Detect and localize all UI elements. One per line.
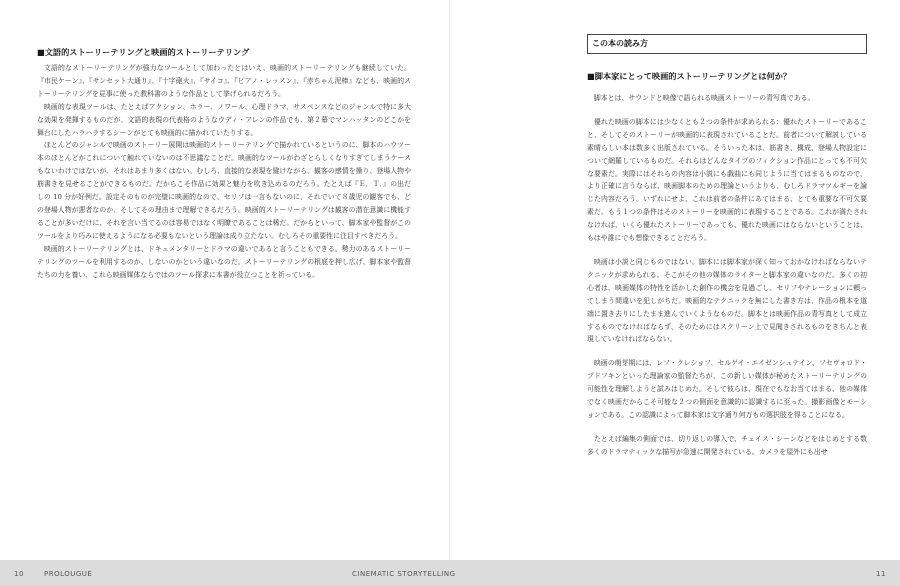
right-paragraph: 映画は小説と同じものではない。脚本には脚本家が深く知っておかなければならないテクニックが求められる。そこがその他の媒体のライターと脚本家の違いなのだ。多くの初心者は、映画媒体の特性を活かした創作の機会を見過ごし、セリフやナレーションに頼ってしまう間違いを犯しがちだ。映画的なテクニックを無にした書き方は、作品の根本を道端に置き去りにしたまま進んでいくようなものだ。脚本とは映画作品の青写真として成立するものでなければならず、そのためにはスクリーン上で見聞きされるものをきちんと表現していなければならない。 <box>587 257 867 344</box>
left-section-heading: ■文語的ストーリーテリングと映画的ストーリーテリング <box>37 47 250 57</box>
left-page <box>0 0 450 560</box>
right-column <box>587 34 867 459</box>
right-paragraph: 映画の萌芽期には、レフ・クレショフ、セルゲイ・エイゼンシュテイン、フセヴォロド・プドフキンといった理論家の監督たちが、この新しい媒体が秘めたストーリーテリングの可能性を理解しようと試みはじめた。そして彼らは、現在でもなお当てはまる、他の媒体でなく映画だからこそ可能な２つの側面を意識的に認識するに至った。撮影画像とモーションである。この認識によって脚本家は文字通り何万もの選択肢を得ることになる。 <box>587 359 867 419</box>
left-paragraph: 映画的ストーリーテリングとは、ドキュメンタリーとドラマの違いであると言うこともできる。勢力のあるストーリーテリングのツールを利用するのか、しないのかという違いなのだ。ストーリーテリングの根底を押し広げ、脚本家や監督たちの力を養い、これら映画媒体ならではのツール探求に本書が役立つことを祈っている。 <box>37 244 411 279</box>
book-title: CINEMATIC STORYTELLING <box>352 570 456 578</box>
page-footer <box>0 560 900 586</box>
left-paragraph: 文語的なストーリーテリングが強力なツールとして加わったとはいえ、映画的ストーリーテリングも継続していた。『市民ケーン』、『サンセット大通り』、『十字砲火』、『サイコ』、『ピアノ・レッスン』、『赤ちゃん泥棒』なども、映画的ストーリーテリングを見事に使った教科書のような作品として挙げられるだろう。 <box>37 64 411 98</box>
left-page-number: 10 <box>14 570 24 578</box>
left-paragraph: ほとんどのジャンルで映画のストーリー展開は映画的ストーリーテリングで描かれているというのに、脚本のハウツー本のほとんどがこれについて触れていないのは不思議なことだ。映画的なツールがわざとらしくなりすぎてしまうケースもないわけではないが、それはあまり多くはない。むしろ、直接的な表現を避けながら、観客の感情を操り、登場人物や筋書きを見せることができるものだ。だからこそ作品に効果と魅力を吹き込めるのだろう。たとえば『Ｅ．Ｔ．』の出だしの 10 分が好例だ。設定そのものが完璧に映画的なので、セリフは一言もないのに、それでいて８歳児の観客でも、どの登場人物が悪者なのか、そしてその理由まで理解できるだろう。映画的ストーリーテリングは観客の潜在意識に機能することが多いだけに、それを言い当てるのは容易ではなく明瞭であることは稀だ。だからといって、脚本家や監督がこのツールをより巧みに使えるようになる必要もないという理論は成り立たない。むしろその重要性に注目すべきだろう。 <box>37 141 411 240</box>
right-paragraph: 脚本とは、サウンドと映像で語られる映画ストーリーの青写真である。 <box>593 94 815 102</box>
section-title-box: この本の読み方 <box>587 34 867 54</box>
right-page-number: 11 <box>876 570 886 578</box>
right-page <box>450 0 900 560</box>
chapter-name: PROLOUGUE <box>44 570 93 578</box>
right-paragraph: 優れた映画の脚本には少なくとも２つの条件が求められる：優れたストーリーであること、そしてそのストーリーが映画的に表現されていることだ。前者について解説している素晴らしい本は数多く出版されている。そういった本は、筋書き、構成、登場人物設定について網羅しているものだ。それらはどんなタイプのフィクション作品にとっても不可欠な要素だ。実際にはそれらの内容は小説にも戯曲にも同じように当てはまるものなので、より正確に言うならば、映画脚本のための理論というよりも、むしろドラマツルギーを論じた内容だろう。いずれにせよ、これは前者の条件にあてはまる、とても重要な不可欠要素だ。もう１つの条件はそのストーリーを映画的に表現することである。これが満たされなければ、いくら優れたストーリーであっても、優れた映画にはならないということは、もはや誰にでも想像できることだろう。 <box>587 117 867 243</box>
right-paragraph: たとえば編集の側面では、切り返しの導入で、チェイス・シーンなどをはじめとする数多くのドラマティックな描写が急速に開発されている。カメラを屋外にも出せ <box>587 434 867 456</box>
left-paragraph: 映画的な表現ツールは、たとえばアクション、ホラー、ノワール、心理ドラマ、サスペンスなどのジャンルで特に多大な効果を発揮するものだが、文語的表現の代表格のようなウディ・アレンの作品でも、第２幕でマンハッタンのどこかを舞台にしたハラハラするシーンがとても映画的に描かれていたりする。 <box>37 102 411 137</box>
left-column <box>37 46 411 281</box>
right-section-heading: ■脚本家にとって映画的ストーリーテリングとは何か？ <box>587 71 792 81</box>
